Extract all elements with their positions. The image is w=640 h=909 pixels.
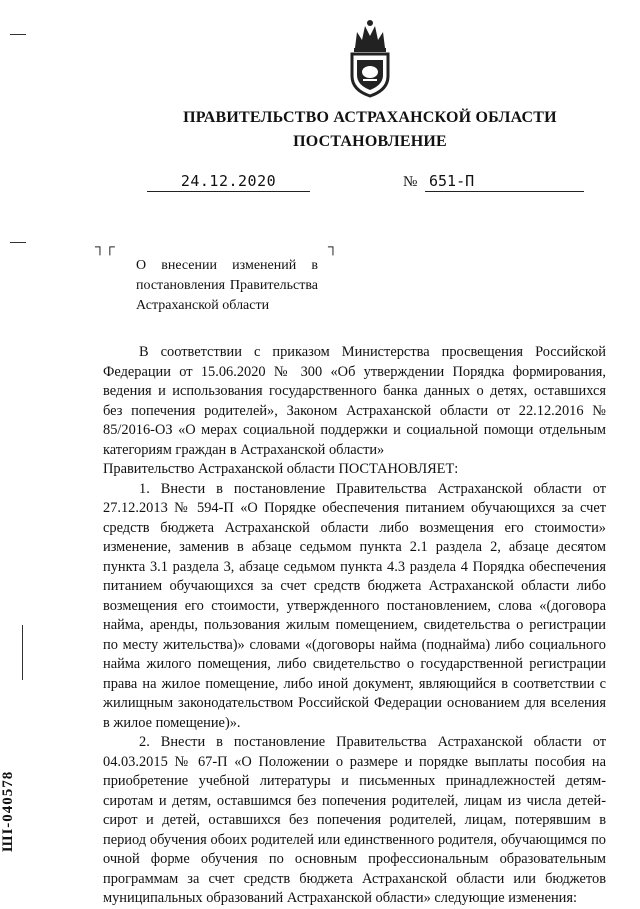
clause-2-paragraph: 2. Внести в постановление Правительства Астраханской области от 04.03.2015 № 67-П «О Положении о размере и порядке выплаты пособия на приобретение учебной литературы и письменных принадлежностей детям-сиротам и детям, оставшимся без попечения родителей, лицам из числа детей-сирот и детей, оставшихся без попечения родителей, лицам, потерявшим в период обучения обоих родителей или единственного родителя, обучающимся по очной форме обучения по основным профессиональным образовательным программам за счет средств бюджета Астраханской области или бюджетов муниципальных образований Астраханской области» следующие изменения: — [103, 734, 606, 906]
corner-bracket-right: ┐ — [328, 240, 338, 255]
document-date: 24.12.2020 — [147, 172, 310, 192]
resolves-paragraph: Правительство Астраханской области ПОСТАНОВЛЯЕТ: — [103, 461, 459, 477]
document-number: 651-П — [425, 172, 584, 192]
corner-bracket-left: ┐┌ — [95, 240, 115, 255]
document-subject: О внесении изменений в постановления Правительства Астраханской области — [136, 258, 318, 313]
clause-1-paragraph: 1. Внести в постановление Правительства Астраханской области от 27.12.2013 № 594-П «О Порядке обеспечения питанием обучающихся за счет средств бюджета Астраханской области либо возмещения его стоимости» изменение, заменив в абзаце седьмом пункта 2.1 раздела 2, абзаце десятом пункта 3.1 раздела 3, абзаце седьмом пункта 4.3 раздела 4 Порядка обеспечения питанием обучающихся за счет средств бюджета Астраханской области либо возмещения его стоимости, утвержденного постановлением, слова «(договора найма, аренды, пользования жилым помещением, свидетельства о регистрации по месту жительства)» словами «(договоры найма (поднайма) либо социального найма жилого помещения, либо свидетельство о государственной регистрации права на жилое помещение, либо иной документ, являющийся в соответствии с жилищным законодательством Российской Федерации основанием для вселения в жилое помещение)». — [103, 480, 606, 731]
margin-tick — [10, 242, 26, 243]
astrakhan-coat-of-arms-icon — [345, 18, 395, 98]
document-type: ПОСТАНОВЛЕНИЕ — [293, 133, 447, 150]
document-body — [103, 343, 606, 909]
serial-number: ШI-040578 — [0, 770, 16, 852]
margin-line — [22, 625, 23, 680]
org-title: ПРАВИТЕЛЬСТВО АСТРАХАНСКОЙ ОБЛАСТИ — [183, 109, 557, 126]
number-label: № — [403, 174, 418, 190]
preamble-paragraph: В соответствии с приказом Министерства просвещения Российской Федерации от 15.06.2020 № 300 «Об утверждении Порядка формирования, ведения и использования государственного банка данных о детях, оставшихся без попечения родителей», Законом Астраханской области от 22.12.2016 № 85/2016-ОЗ «О мерах социальной поддержки и социальной помощи отдельным категориям граждан в Астраханской области» — [103, 344, 606, 458]
margin-tick — [10, 34, 26, 35]
